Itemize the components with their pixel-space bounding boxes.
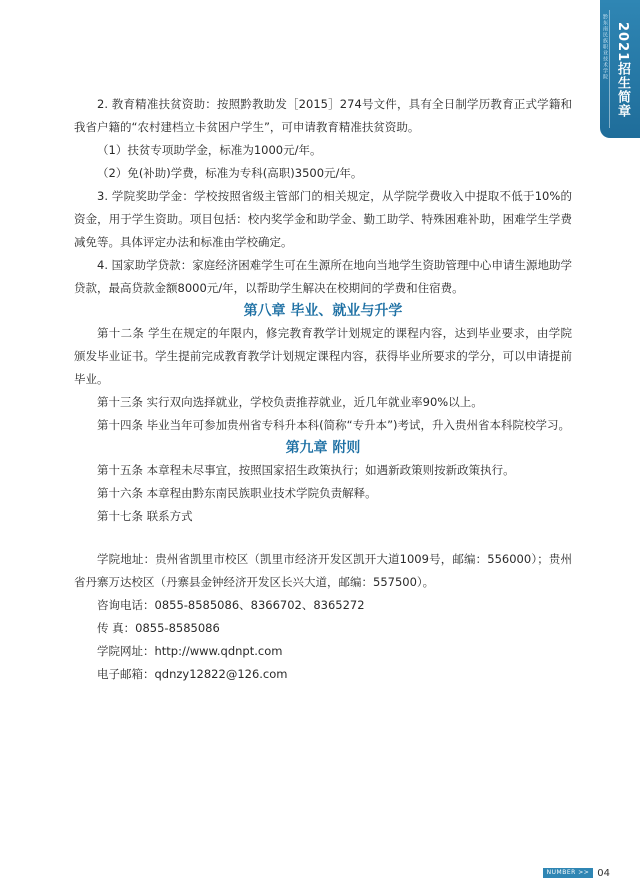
side-tab <box>600 0 640 138</box>
chapter-heading: 第九章 附则 <box>285 440 361 456</box>
paragraph: 咨询电话：0855-8585086、8366702、8365272 <box>97 598 365 612</box>
paragraph: 学院网址：http://www.qdnpt.com <box>97 644 283 658</box>
footer-number-label: NUMBER >> <box>543 868 594 878</box>
paragraph: 第十六条 本章程由黔东南民族职业技术学院负责解释。 <box>97 486 377 500</box>
document-body <box>74 93 572 686</box>
side-tab-title: 2021招生简章 <box>615 22 630 119</box>
paragraph: 第十三条 实行双向选择就业，学校负责推荐就业，近几年就业率90%以上。 <box>97 395 483 409</box>
paragraph: 第十四条 毕业当年可参加贵州省专科升本科(简称“专升本”)考试，升入贵州省本科院校学习。 <box>97 418 571 432</box>
paragraph: 3. 学院奖助学金：学校按照省级主管部门的相关规定，从学院学费收入中提取不低于10%的资金，用于学生资助。项目包括：校内奖学金和助学金、勤工助学、特殊困难补助，困难学生学费减免等。具体评定办法和标准由学校确定。 <box>74 189 572 249</box>
paragraph: 电子邮箱：qdnzy12822@126.com <box>97 667 288 681</box>
paragraph: 4. 国家助学贷款：家庭经济困难学生可在生源所在地向当地学生资助管理中心申请生源地助学贷款，最高贷款金额8000元/年，以帮助学生解决在校期间的学费和住宿费。 <box>74 258 572 295</box>
chapter-heading: 第八章 毕业、就业与升学 <box>243 303 403 319</box>
paragraph: 第十二条 学生在规定的年限内，修完教育教学计划规定的课程内容，达到毕业要求，由学院颁发毕业证书。学生提前完成教育教学计划规定课程内容，获得毕业所要求的学分，可以申请提前毕业。 <box>74 326 572 386</box>
side-tab-divider <box>609 10 610 128</box>
paragraph-gap <box>74 528 572 548</box>
page-number: 04 <box>597 867 610 879</box>
paragraph: 传 真：0855-8585086 <box>97 621 220 635</box>
paragraph: （2）免(补助)学费，标准为专科(高职)3500元/年。 <box>97 166 363 180</box>
paragraph: （1）扶贫专项助学金，标准为1000元/年。 <box>97 143 322 157</box>
page-footer <box>543 868 610 878</box>
paragraph: 第十五条 本章程未尽事宜，按照国家招生政策执行；如遇新政策则按新政策执行。 <box>97 463 515 477</box>
side-tab-subtitle: 黔东南民族职业技术学院 <box>602 14 608 80</box>
paragraph: 2. 教育精准扶贫资助：按照黔教助发［2015］274号文件，具有全日制学历教育正式学籍和我省户籍的“农村建档立卡贫困户学生”，可申请教育精准扶贫资助。 <box>74 97 572 134</box>
paragraph: 学院地址：贵州省凯里市校区（凯里市经济开发区凯开大道1009号，邮编：556000）；贵州省丹寨万达校区（丹寨县金钟经济开发区长兴大道，邮编：557500）。 <box>74 552 572 589</box>
paragraph: 第十七条 联系方式 <box>97 509 193 523</box>
